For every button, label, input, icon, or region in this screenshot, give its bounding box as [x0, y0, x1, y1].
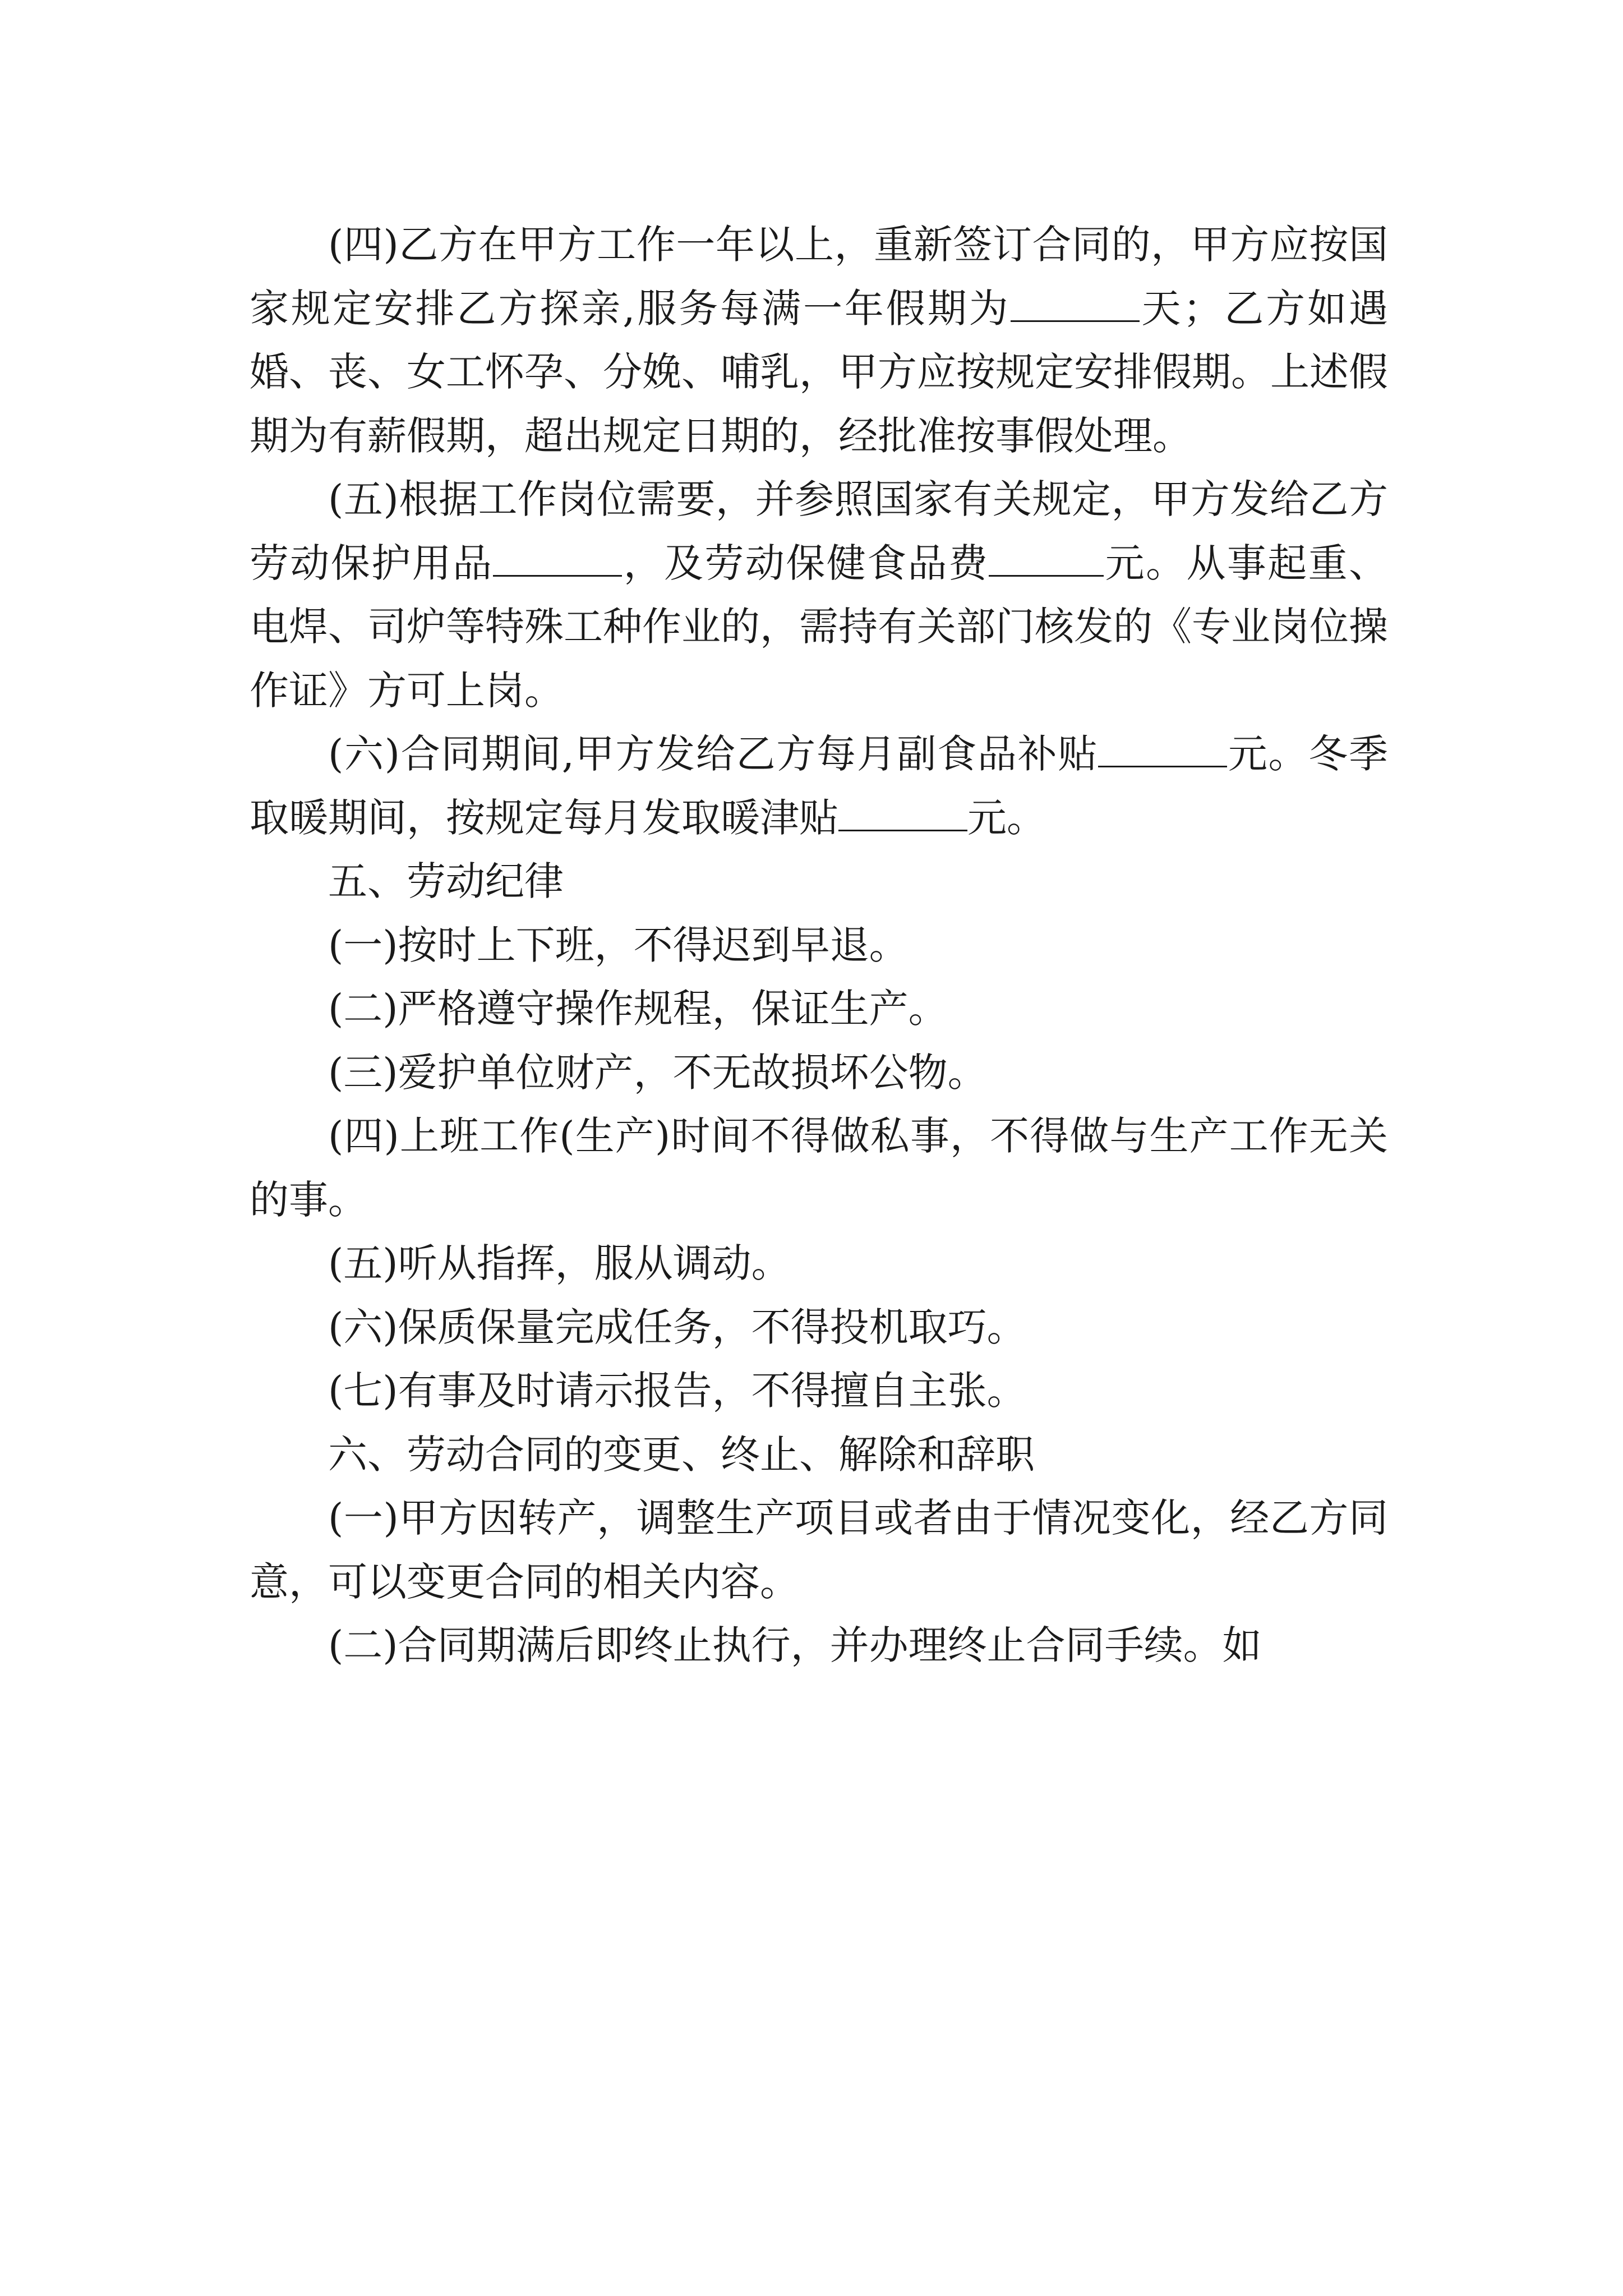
text-segment: 元。从事起重、电焊、司炉等特殊工种作业的，需持有关部门核发的《专业岗位操作证》方可上岗。	[250, 540, 1389, 714]
blank-line	[493, 540, 622, 577]
paragraph-subsidy	[250, 723, 1388, 850]
discipline-item-4: (四)上班工作(生产)时间不得做私事，不得做与生产工作无关的事。	[250, 1113, 1388, 1223]
text-segment: (四)乙方在甲方工作一年以上，重新签订合同的，甲方应按国家规定安排乙方探亲,服务每满一年假期为	[250, 222, 1388, 332]
text-segment: (五)根据工作岗位需要，并参照国家有关规定，甲方发给乙方劳动保护用品	[250, 476, 1388, 586]
contract-item-1: (一)甲方因转产，调整生产项目或者由于情况变化，经乙方同意，可以变更合同的相关内容。	[250, 1495, 1388, 1605]
blank-line	[1098, 730, 1227, 767]
blank-line	[989, 540, 1104, 577]
text-segment: ，及劳动保健食品费	[622, 540, 989, 586]
discipline-item-5: (五)听从指挥，服从调动。	[328, 1240, 791, 1286]
discipline-item-3: (三)爱护单位财产，不无故损坏公物。	[328, 1049, 987, 1096]
document-page	[250, 213, 1388, 1678]
text-segment: 元。	[967, 794, 1046, 841]
discipline-item-2: (二)严格遵守操作规程，保证生产。	[328, 986, 948, 1032]
section-heading-contract-changes: 六、劳动合同的变更、终止、解除和辞职	[328, 1431, 1035, 1478]
discipline-item-7: (七)有事及时请示报告，不得擅自主张。	[328, 1368, 1026, 1414]
blank-line	[838, 794, 967, 831]
paragraph-home-leave	[250, 213, 1388, 468]
text-segment: 元。冬季取暖期间，按规定每月发取暖津贴	[250, 731, 1388, 841]
text-segment: 天；乙方如遇婚、丧、女工怀孕、分娩、哺乳，甲方应按规定安排假期。上述假期为有薪假期，超出规定日期的，经批准按事假处理。	[250, 285, 1389, 459]
paragraph-protective-gear	[250, 468, 1388, 723]
text-segment: (六)合同期间,甲方发给乙方每月副食品补贴	[328, 731, 1099, 777]
blank-line	[1011, 285, 1140, 322]
discipline-item-6: (六)保质保量完成任务，不得投机取巧。	[328, 1304, 1026, 1350]
contract-item-2: (二)合同期满后即终止执行，并办理终止合同手续。如	[328, 1622, 1262, 1668]
discipline-item-1: (一)按时上下班，不得迟到早退。	[328, 922, 909, 968]
section-heading-labor-discipline: 五、劳动纪律	[328, 858, 564, 904]
